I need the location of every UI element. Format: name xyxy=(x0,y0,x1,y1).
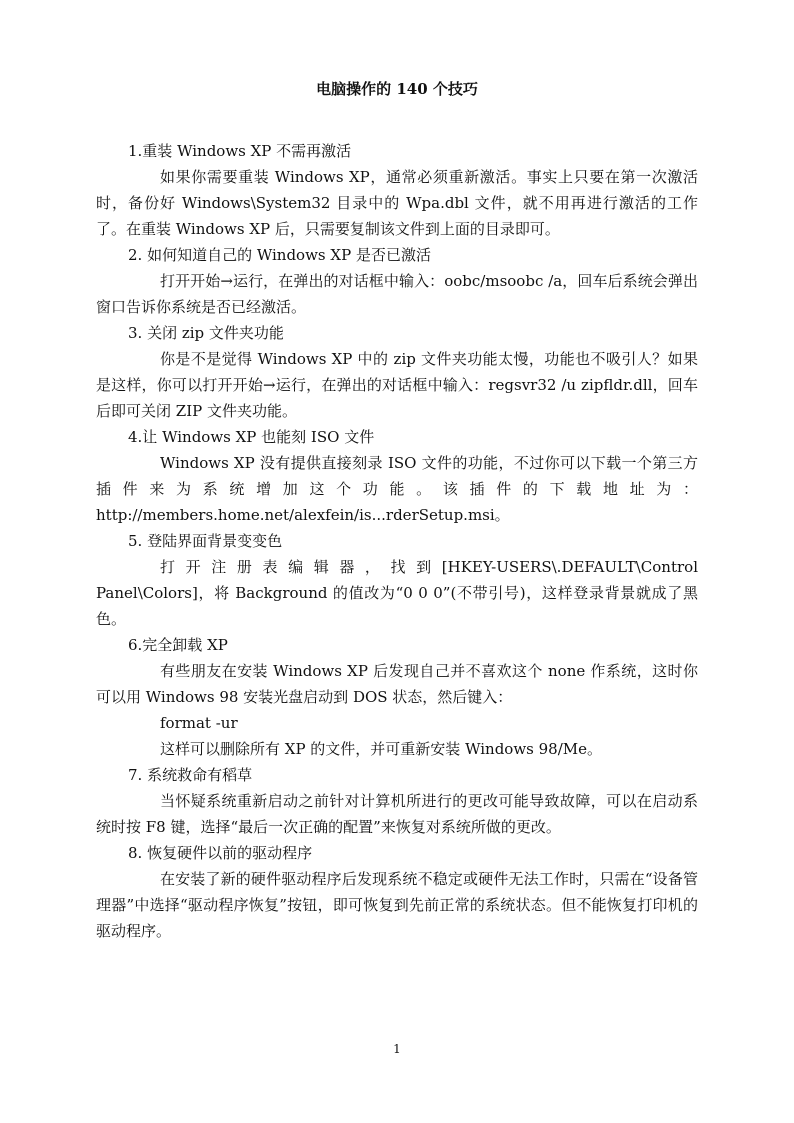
paragraph: 打开注册表编辑器，找到[HKEY-USERS\.DEFAULT\Control Panel\Colors]，将 Background 的值改为“0 0 0”(不带引号)，这样登录背景就成了黑色。 xyxy=(96,558,698,628)
page-number: 1 xyxy=(393,1042,401,1056)
paragraph: 在安装了新的硬件驱动程序后发现系统不稳定或硬件无法工作时，只需在“设备管理器”中选择“驱动程序恢复”按钮，即可恢复到先前正常的系统状态。但不能恢复打印机的驱动程序。 xyxy=(96,870,698,940)
download-url: http://members.home.net/alexfein/is...rderSetup.msi。 xyxy=(96,506,510,524)
document-title: 电脑操作的 140 个技巧 xyxy=(316,80,478,98)
section-heading: 1.重装 Windows XP 不需再激活 xyxy=(128,142,352,160)
paragraph: 你是不是觉得 Windows XP 中的 zip 文件夹功能太慢，功能也不吸引人？如果是这样，你可以打开开始→运行，在弹出的对话框中输入：regsvr32 /u zipfldr.dll，回车后即可关闭 ZIP 文件夹功能。 xyxy=(96,350,698,420)
paragraph: 这样可以删除所有 XP 的文件，并可重新安装 Windows 98/Me。 xyxy=(160,740,603,758)
section-heading: 7. 系统救命有稻草 xyxy=(128,766,253,784)
section-heading: 3. 关闭 zip 文件夹功能 xyxy=(128,324,284,342)
section-heading: 4.让 Windows XP 也能刻 ISO 文件 xyxy=(128,428,375,446)
paragraph: 有些朋友在安装 Windows XP 后发现自己并不喜欢这个 none 作系统，这时你可以用 Windows 98 安装光盘启动到 DOS 状态，然后键入： xyxy=(96,662,698,706)
paragraph: 如果你需要重装 Windows XP，通常必须重新激活。事实上只要在第一次激活时，备份好 Windows\System32 目录中的 Wpa.dbl 文件，就不用再进行激活的工作了。在重装 Windows XP 后，只需要复制该文件到上面的目录即可。 xyxy=(96,168,698,238)
section-heading: 6.完全卸载 XP xyxy=(128,636,228,654)
section-heading: 8. 恢复硬件以前的驱动程序 xyxy=(128,844,313,862)
command-line: format -ur xyxy=(160,714,238,732)
document-body xyxy=(96,138,698,944)
section-heading: 2. 如何知道自己的 Windows XP 是否已激活 xyxy=(128,246,431,264)
paragraph: 当怀疑系统重新启动之前针对计算机所进行的更改可能导致故障，可以在启动系统时按 F8 键，选择“最后一次正确的配置”来恢复对系统所做的更改。 xyxy=(96,792,698,836)
section-heading: 5. 登陆界面背景变变色 xyxy=(128,532,283,550)
paragraph: 打开开始→运行，在弹出的对话框中输入：oobc/msoobc /a，回车后系统会弹出窗口告诉你系统是否已经激活。 xyxy=(96,272,698,316)
paragraph: Windows XP 没有提供直接刻录 ISO 文件的功能，不过你可以下载一个第三方插件来为系统增加这个功能。该插件的下载地址为： xyxy=(96,454,698,498)
